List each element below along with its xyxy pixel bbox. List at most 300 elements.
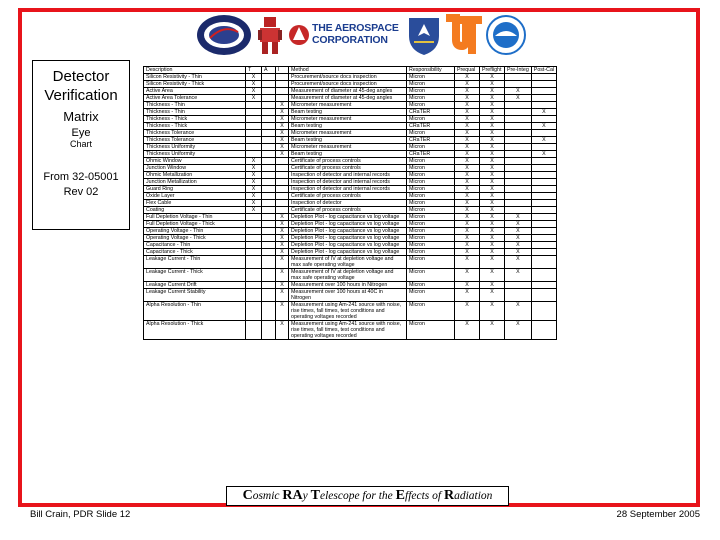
- verification-matrix-table: [143, 66, 557, 340]
- row-pre-integ-cell: [505, 282, 532, 289]
- banner-cap-t: T: [310, 488, 320, 503]
- row-prequal-cell: X: [455, 207, 480, 214]
- col-header-pre-integ: Pre-Integ: [505, 67, 532, 74]
- row-responsibility-cell: Micron: [407, 81, 455, 88]
- row-prequal-cell: X: [455, 186, 480, 193]
- row-prequal-cell: X: [455, 249, 480, 256]
- row-responsibility-cell: Micron: [407, 179, 455, 186]
- row-method-cell: Certificate of process controls: [289, 165, 407, 172]
- aerospace-logo: [288, 22, 400, 52]
- row-preflight-cell: X: [480, 282, 505, 289]
- col-header-method: Method: [289, 67, 407, 74]
- robot-figure-icon: [254, 14, 288, 56]
- row-test-cell: X: [246, 88, 262, 95]
- title-verification: Verification: [44, 87, 118, 104]
- row-post-cal-cell: [531, 165, 556, 172]
- row-method-cell: Beam testing: [289, 137, 407, 144]
- table-row: [144, 179, 557, 186]
- row-test-cell: X: [246, 74, 262, 81]
- row-responsibility-cell: CRaTER: [407, 123, 455, 130]
- row-analysis-cell: [262, 200, 276, 207]
- row-method-cell: Micrometer measurement: [289, 130, 407, 137]
- row-responsibility-cell: Micron: [407, 256, 455, 269]
- row-test-cell: X: [246, 95, 262, 102]
- row-analysis-cell: [262, 137, 276, 144]
- row-test-cell: [246, 221, 262, 228]
- row-responsibility-cell: Micron: [407, 102, 455, 109]
- row-description-cell: Full Depletion Voltage - Thick: [144, 221, 246, 228]
- row-description-cell: Capacitance - Thin: [144, 242, 246, 249]
- row-analysis-cell: [262, 193, 276, 200]
- row-responsibility-cell: Micron: [407, 74, 455, 81]
- row-preflight-cell: X: [480, 242, 505, 249]
- row-test-cell: [246, 102, 262, 109]
- row-pre-integ-cell: [505, 186, 532, 193]
- table-row: [144, 88, 557, 95]
- aerospace-line2: CORPORATION: [312, 34, 388, 46]
- row-responsibility-cell: Micron: [407, 165, 455, 172]
- row-responsibility-cell: Micron: [407, 228, 455, 235]
- row-method-cell: Measurement over 100 hours at 40C in Nitrogen: [289, 289, 407, 302]
- table-row: [144, 193, 557, 200]
- row-responsibility-cell: Micron: [407, 116, 455, 123]
- footer-date: 28 September 2005: [616, 509, 700, 520]
- row-method-cell: Measurement of IV at depletion voltage and max safe operating voltage: [289, 269, 407, 282]
- row-analysis-cell: [262, 249, 276, 256]
- row-description-cell: Junction Window: [144, 165, 246, 172]
- row-responsibility-cell: Micron: [407, 269, 455, 282]
- row-preflight-cell: X: [480, 137, 505, 144]
- row-description-cell: Thickness - Thick: [144, 123, 246, 130]
- table-row: [144, 123, 557, 130]
- col-header-description: Description: [144, 67, 246, 74]
- banner-cap-r: R: [443, 488, 455, 503]
- row-responsibility-cell: Micron: [407, 302, 455, 321]
- row-post-cal-cell: [531, 214, 556, 221]
- row-analysis-cell: [262, 81, 276, 88]
- banner-cap-ra: RA: [282, 488, 303, 503]
- row-inspection-cell: [276, 88, 289, 95]
- row-pre-integ-cell: [505, 130, 532, 137]
- row-inspection-cell: X: [276, 151, 289, 158]
- row-prequal-cell: X: [455, 269, 480, 282]
- footer-mission-banner: [226, 486, 509, 506]
- row-description-cell: Thickness Uniformity: [144, 151, 246, 158]
- row-method-cell: Beam testing: [289, 109, 407, 116]
- row-method-cell: Micrometer measurement: [289, 116, 407, 123]
- row-responsibility-cell: Micron: [407, 172, 455, 179]
- table-row: [144, 302, 557, 321]
- row-prequal-cell: X: [455, 74, 480, 81]
- row-preflight-cell: X: [480, 207, 505, 214]
- row-description-cell: Thickness Uniformity: [144, 144, 246, 151]
- row-inspection-cell: X: [276, 221, 289, 228]
- table-row: [144, 282, 557, 289]
- row-preflight-cell: X: [480, 172, 505, 179]
- table-row: [144, 207, 557, 214]
- row-post-cal-cell: [531, 81, 556, 88]
- table-row: [144, 269, 557, 282]
- row-pre-integ-cell: [505, 179, 532, 186]
- row-post-cal-cell: X: [531, 151, 556, 158]
- row-description-cell: Active Area Tolerance: [144, 95, 246, 102]
- row-prequal-cell: X: [455, 302, 480, 321]
- row-description-cell: Silicon Resistivity - Thick: [144, 81, 246, 88]
- row-analysis-cell: [262, 269, 276, 282]
- row-pre-integ-cell: [505, 193, 532, 200]
- row-pre-integ-cell: [505, 200, 532, 207]
- row-inspection-cell: X: [276, 321, 289, 340]
- row-pre-integ-cell: [505, 116, 532, 123]
- table-row: [144, 81, 557, 88]
- row-pre-integ-cell: [505, 137, 532, 144]
- row-method-cell: Beam testing: [289, 123, 407, 130]
- row-post-cal-cell: [531, 228, 556, 235]
- row-pre-integ-cell: [505, 74, 532, 81]
- row-inspection-cell: X: [276, 302, 289, 321]
- row-inspection-cell: X: [276, 116, 289, 123]
- row-post-cal-cell: [531, 302, 556, 321]
- row-pre-integ-cell: [505, 207, 532, 214]
- row-preflight-cell: X: [480, 123, 505, 130]
- row-prequal-cell: X: [455, 321, 480, 340]
- row-test-cell: X: [246, 186, 262, 193]
- table-row: [144, 214, 557, 221]
- table-row: [144, 116, 557, 123]
- table-row: [144, 235, 557, 242]
- row-prequal-cell: X: [455, 214, 480, 221]
- row-prequal-cell: X: [455, 256, 480, 269]
- row-prequal-cell: X: [455, 81, 480, 88]
- row-inspection-cell: X: [276, 249, 289, 256]
- row-responsibility-cell: Micron: [407, 200, 455, 207]
- row-test-cell: [246, 137, 262, 144]
- row-method-cell: Depletion Plot - log capacitance vs log voltage: [289, 249, 407, 256]
- row-description-cell: Operating Voltage - Thin: [144, 228, 246, 235]
- row-inspection-cell: [276, 172, 289, 179]
- title-matrix: Matrix: [63, 109, 99, 124]
- col-header-a: A: [262, 67, 276, 74]
- title-detector: Detector: [52, 68, 110, 85]
- row-prequal-cell: X: [455, 116, 480, 123]
- row-analysis-cell: [262, 321, 276, 340]
- row-method-cell: Measurement over 100 hours in Nitrogen: [289, 282, 407, 289]
- row-preflight-cell: X: [480, 228, 505, 235]
- row-prequal-cell: X: [455, 144, 480, 151]
- row-pre-integ-cell: X: [505, 95, 532, 102]
- row-analysis-cell: [262, 74, 276, 81]
- table-header-row: [144, 67, 557, 74]
- title-box: [32, 60, 130, 230]
- table-row: [144, 102, 557, 109]
- row-prequal-cell: X: [455, 235, 480, 242]
- row-pre-integ-cell: [505, 144, 532, 151]
- row-test-cell: [246, 256, 262, 269]
- table-row: [144, 249, 557, 256]
- table-row: [144, 186, 557, 193]
- row-pre-integ-cell: [505, 81, 532, 88]
- row-description-cell: Junction Metallization: [144, 179, 246, 186]
- nasa-seal-icon: [196, 14, 252, 56]
- row-prequal-cell: X: [455, 200, 480, 207]
- row-test-cell: [246, 123, 262, 130]
- row-post-cal-cell: [531, 289, 556, 302]
- row-analysis-cell: [262, 130, 276, 137]
- row-pre-integ-cell: X: [505, 88, 532, 95]
- row-preflight-cell: X: [480, 165, 505, 172]
- row-responsibility-cell: CRaTER: [407, 109, 455, 116]
- row-preflight-cell: X: [480, 158, 505, 165]
- banner-cap-c: C: [242, 488, 253, 503]
- row-method-cell: Measurement of IV at depletion voltage and max safe operating voltage: [289, 256, 407, 269]
- title-revision: Rev 02: [63, 186, 99, 198]
- row-prequal-cell: X: [455, 179, 480, 186]
- row-description-cell: Active Area: [144, 88, 246, 95]
- row-method-cell: Inspection of detector and internal records: [289, 179, 407, 186]
- col-header-responsibility: Responsibility: [407, 67, 455, 74]
- row-description-cell: Leakage Current - Thin: [144, 256, 246, 269]
- row-preflight-cell: X: [480, 95, 505, 102]
- row-test-cell: X: [246, 200, 262, 207]
- row-method-cell: Certificate of process controls: [289, 158, 407, 165]
- row-post-cal-cell: [531, 144, 556, 151]
- row-test-cell: X: [246, 207, 262, 214]
- row-responsibility-cell: Micron: [407, 235, 455, 242]
- title-eye: Eye: [71, 127, 91, 139]
- table-row: [144, 74, 557, 81]
- table-row: [144, 109, 557, 116]
- row-post-cal-cell: [531, 242, 556, 249]
- row-responsibility-cell: Micron: [407, 130, 455, 137]
- row-responsibility-cell: Micron: [407, 282, 455, 289]
- row-preflight-cell: X: [480, 200, 505, 207]
- row-responsibility-cell: Micron: [407, 193, 455, 200]
- row-post-cal-cell: [531, 158, 556, 165]
- row-analysis-cell: [262, 102, 276, 109]
- row-analysis-cell: [262, 172, 276, 179]
- row-description-cell: Thickness - Thin: [144, 102, 246, 109]
- row-test-cell: [246, 130, 262, 137]
- row-method-cell: Certificate of process controls: [289, 207, 407, 214]
- row-method-cell: Micrometer measurement: [289, 144, 407, 151]
- row-method-cell: Depletion Plot - log capacitance vs log voltage: [289, 214, 407, 221]
- row-preflight-cell: X: [480, 151, 505, 158]
- row-responsibility-cell: Micron: [407, 95, 455, 102]
- row-test-cell: [246, 242, 262, 249]
- row-method-cell: Measurement using Am-241 source with noise, rise times, fall times, test conditions and operating voltages recorded: [289, 302, 407, 321]
- row-responsibility-cell: Micron: [407, 289, 455, 302]
- row-method-cell: Measurement of diameter at 45-deg angles: [289, 95, 407, 102]
- banner-word-ffects: ffects of: [405, 490, 444, 502]
- table-row: [144, 151, 557, 158]
- row-pre-integ-cell: [505, 123, 532, 130]
- row-test-cell: [246, 235, 262, 242]
- row-pre-integ-cell: X: [505, 302, 532, 321]
- row-pre-integ-cell: X: [505, 235, 532, 242]
- table-row: [144, 221, 557, 228]
- row-post-cal-cell: [531, 269, 556, 282]
- row-analysis-cell: [262, 144, 276, 151]
- row-responsibility-cell: CRaTER: [407, 137, 455, 144]
- row-post-cal-cell: X: [531, 109, 556, 116]
- row-test-cell: X: [246, 158, 262, 165]
- row-prequal-cell: X: [455, 109, 480, 116]
- row-prequal-cell: X: [455, 289, 480, 302]
- row-test-cell: [246, 282, 262, 289]
- row-description-cell: Leakage Current Drift: [144, 282, 246, 289]
- row-test-cell: [246, 249, 262, 256]
- table-row: [144, 137, 557, 144]
- row-pre-integ-cell: [505, 172, 532, 179]
- row-inspection-cell: [276, 186, 289, 193]
- row-analysis-cell: [262, 95, 276, 102]
- row-post-cal-cell: [531, 282, 556, 289]
- row-description-cell: Thickness - Thick: [144, 116, 246, 123]
- row-pre-integ-cell: [505, 151, 532, 158]
- row-analysis-cell: [262, 165, 276, 172]
- row-responsibility-cell: Micron: [407, 242, 455, 249]
- row-prequal-cell: X: [455, 193, 480, 200]
- row-responsibility-cell: CRaTER: [407, 151, 455, 158]
- footer-author-slide: Bill Crain, PDR Slide 12: [30, 509, 131, 520]
- row-test-cell: X: [246, 165, 262, 172]
- row-preflight-cell: X: [480, 144, 505, 151]
- row-inspection-cell: [276, 165, 289, 172]
- row-pre-integ-cell: X: [505, 256, 532, 269]
- row-prequal-cell: X: [455, 158, 480, 165]
- row-prequal-cell: X: [455, 130, 480, 137]
- row-pre-integ-cell: [505, 109, 532, 116]
- row-post-cal-cell: [531, 221, 556, 228]
- row-responsibility-cell: Micron: [407, 321, 455, 340]
- row-description-cell: Ohmic Window: [144, 158, 246, 165]
- row-analysis-cell: [262, 186, 276, 193]
- row-pre-integ-cell: [505, 158, 532, 165]
- row-inspection-cell: [276, 200, 289, 207]
- row-test-cell: [246, 302, 262, 321]
- row-preflight-cell: X: [480, 249, 505, 256]
- row-prequal-cell: X: [455, 242, 480, 249]
- aerospace-logo-icon: [288, 22, 310, 48]
- row-method-cell: Depletion Plot - log capacitance vs log voltage: [289, 242, 407, 249]
- row-preflight-cell: X: [480, 116, 505, 123]
- row-inspection-cell: X: [276, 130, 289, 137]
- row-test-cell: [246, 109, 262, 116]
- row-description-cell: Alpha Resolution - Thin: [144, 302, 246, 321]
- row-pre-integ-cell: [505, 289, 532, 302]
- row-method-cell: Depletion Plot - log capacitance vs log voltage: [289, 235, 407, 242]
- row-pre-integ-cell: [505, 102, 532, 109]
- table-row: [144, 242, 557, 249]
- col-header-post-cal: Post-Cal: [531, 67, 556, 74]
- table-row: [144, 144, 557, 151]
- logo-strip: [196, 14, 526, 58]
- row-post-cal-cell: [531, 193, 556, 200]
- row-method-cell: Measurement of diameter at 45-deg angles: [289, 88, 407, 95]
- row-preflight-cell: X: [480, 221, 505, 228]
- row-post-cal-cell: [531, 74, 556, 81]
- row-description-cell: Leakage Current Stability: [144, 289, 246, 302]
- row-method-cell: Beam testing: [289, 151, 407, 158]
- ut-logo-icon: [444, 14, 482, 56]
- row-pre-integ-cell: X: [505, 269, 532, 282]
- row-preflight-cell: X: [480, 186, 505, 193]
- row-method-cell: Procurement/source docs inspection: [289, 74, 407, 81]
- row-inspection-cell: [276, 207, 289, 214]
- row-prequal-cell: X: [455, 172, 480, 179]
- row-preflight-cell: X: [480, 109, 505, 116]
- row-test-cell: [246, 116, 262, 123]
- banner-cap-e: E: [395, 488, 405, 503]
- row-responsibility-cell: Micron: [407, 221, 455, 228]
- row-inspection-cell: [276, 81, 289, 88]
- row-analysis-cell: [262, 289, 276, 302]
- row-responsibility-cell: Micron: [407, 249, 455, 256]
- row-inspection-cell: [276, 193, 289, 200]
- row-test-cell: X: [246, 81, 262, 88]
- row-test-cell: [246, 144, 262, 151]
- row-inspection-cell: X: [276, 256, 289, 269]
- table-row: [144, 130, 557, 137]
- row-preflight-cell: X: [480, 193, 505, 200]
- row-post-cal-cell: [531, 116, 556, 123]
- row-responsibility-cell: Micron: [407, 144, 455, 151]
- table-body: [144, 74, 557, 340]
- row-pre-integ-cell: X: [505, 221, 532, 228]
- row-analysis-cell: [262, 123, 276, 130]
- row-analysis-cell: [262, 207, 276, 214]
- row-post-cal-cell: [531, 249, 556, 256]
- row-inspection-cell: [276, 74, 289, 81]
- table-row: [144, 321, 557, 340]
- row-preflight-cell: X: [480, 179, 505, 186]
- col-header-preflight: Preflight: [480, 67, 505, 74]
- row-post-cal-cell: [531, 130, 556, 137]
- title-chart: Chart: [69, 139, 92, 149]
- row-pre-integ-cell: X: [505, 242, 532, 249]
- row-description-cell: Thickness Tolerance: [144, 130, 246, 137]
- table-row: [144, 172, 557, 179]
- row-method-cell: Certificate of process controls: [289, 193, 407, 200]
- row-test-cell: [246, 269, 262, 282]
- row-description-cell: Full Depletion Voltage - Thin: [144, 214, 246, 221]
- row-analysis-cell: [262, 179, 276, 186]
- row-post-cal-cell: [531, 186, 556, 193]
- row-description-cell: Flex Cable: [144, 200, 246, 207]
- row-pre-integ-cell: [505, 165, 532, 172]
- row-preflight-cell: X: [480, 88, 505, 95]
- row-post-cal-cell: [531, 102, 556, 109]
- aerospace-line1: THE AEROSPACE: [312, 22, 399, 34]
- row-description-cell: Leakage Current - Thick: [144, 269, 246, 282]
- row-post-cal-cell: [531, 235, 556, 242]
- row-test-cell: [246, 289, 262, 302]
- col-header-i: I: [276, 67, 289, 74]
- table-row: [144, 256, 557, 269]
- row-method-cell: Depletion Plot - log capacitance vs log voltage: [289, 221, 407, 228]
- row-description-cell: Operating Voltage - Thick: [144, 235, 246, 242]
- row-inspection-cell: X: [276, 214, 289, 221]
- air-force-shield-icon: [406, 14, 442, 56]
- row-preflight-cell: X: [480, 289, 505, 302]
- row-responsibility-cell: Micron: [407, 88, 455, 95]
- row-prequal-cell: X: [455, 228, 480, 235]
- row-test-cell: [246, 228, 262, 235]
- row-post-cal-cell: [531, 179, 556, 186]
- row-prequal-cell: X: [455, 282, 480, 289]
- row-post-cal-cell: [531, 207, 556, 214]
- row-inspection-cell: X: [276, 242, 289, 249]
